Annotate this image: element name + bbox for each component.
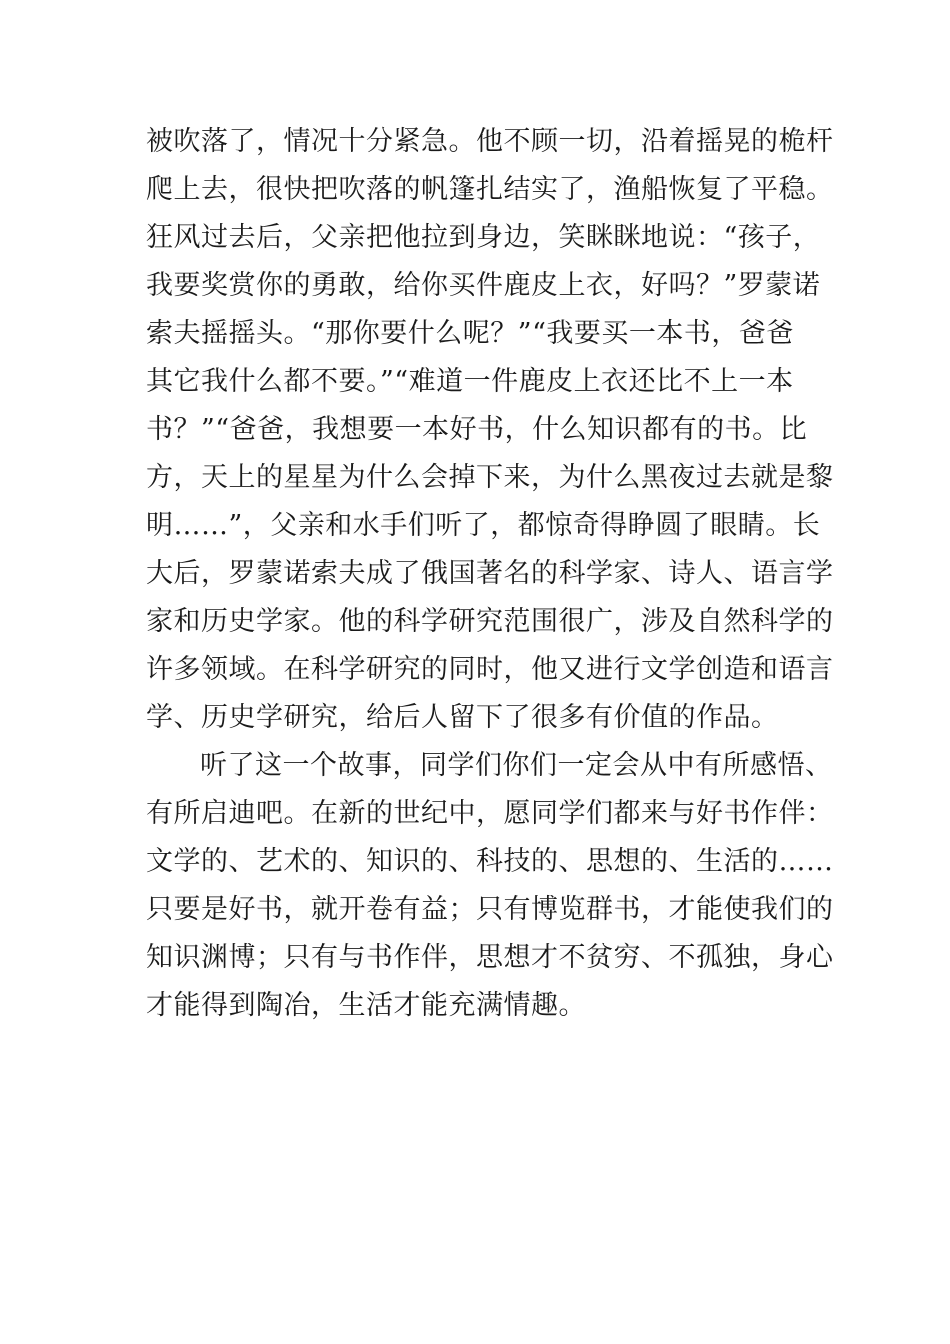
paragraph-1-line: 其它我什么都不要。”“难道一件鹿皮上衣还比不上一本 — [146, 366, 794, 397]
paragraph-1-line: 我要奖赏你的勇敢，给你买件鹿皮上衣，好吗？”罗蒙诺 — [146, 270, 821, 301]
paragraph-2-line: 只要是好书，就开卷有益；只有博览群书，才能使我们的 — [146, 894, 834, 925]
paragraph-1-line: 狂风过去后，父亲把他拉到身边，笑眯眯地说：“孩子， — [146, 222, 821, 253]
paragraph-2-line: 有所启迪吧。在新的世纪中，愿同学们都来与好书作伴： — [146, 798, 834, 829]
paragraph-1-line: 学、历史学研究，给后人留下了很多有价值的作品。 — [146, 702, 779, 733]
document-body — [146, 118, 834, 1030]
paragraph-2-line: 文学的、艺术的、知识的、科技的、思想的、生活的…… — [146, 846, 834, 877]
paragraph-1-line: 书？”“爸爸，我想要一本好书，什么知识都有的书。比 — [146, 414, 808, 445]
paragraph-2-line: 才能得到陶冶，生活才能充满情趣。 — [146, 990, 586, 1021]
paragraph-1-line: 许多领域。在科学研究的同时，他又进行文学创造和语言 — [146, 654, 834, 685]
paragraph-2-line: 听了这一个故事，同学们你们一定会从中有所感悟、 — [200, 750, 833, 781]
paragraph-1-line: 被吹落了，情况十分紧急。他不顾一切，沿着摇晃的桅杆 — [146, 126, 834, 157]
paragraph-1-line: 索夫摇摇头。“那你要什么呢？”“我要买一本书，爸爸 — [146, 318, 794, 349]
paragraph-1-line: 方，天上的星星为什么会掉下来，为什么黑夜过去就是黎 — [146, 462, 834, 493]
paragraph-1-line: 大后，罗蒙诺索夫成了俄国著名的科学家、诗人、语言学 — [146, 558, 834, 589]
paragraph-1-line: 爬上去，很快把吹落的帆篷扎结实了，渔船恢复了平稳。 — [146, 174, 834, 205]
paragraph-1-line: 明……”，父亲和水手们听了，都惊奇得睁圆了眼睛。长 — [146, 510, 821, 541]
paragraph-2-line: 知识渊博；只有与书作伴，思想才不贫穷、不孤独，身心 — [146, 942, 834, 973]
paragraph-1-line: 家和历史学家。他的科学研究范围很广，涉及自然科学的 — [146, 606, 834, 637]
